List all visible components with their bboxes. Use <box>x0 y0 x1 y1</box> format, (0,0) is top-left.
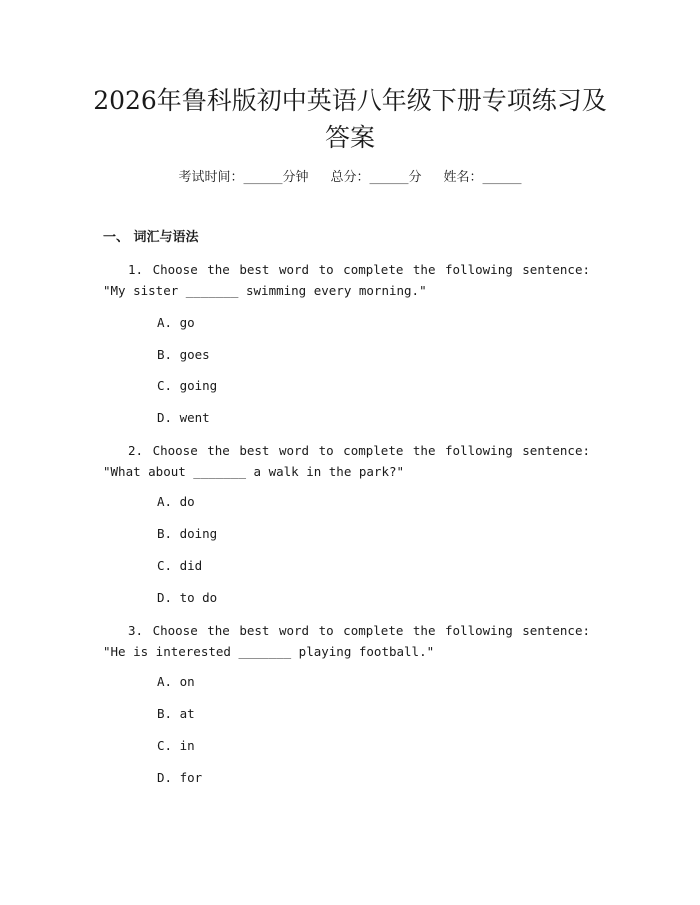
question-3-option-b: B. at <box>157 706 195 721</box>
question-3-option-a: A. on <box>157 674 195 689</box>
question-1: 1. Choose the best word to complete the following sentence: "My sister _______ swimming every morning." <box>103 262 590 298</box>
question-2-option-d: D. to do <box>157 590 218 605</box>
student-name-blank: ______ <box>482 170 522 185</box>
question-1-option-d: D. went <box>157 410 210 425</box>
exam-time-label: 考试时间： <box>178 170 244 185</box>
total-score-unit: 分 <box>408 170 422 185</box>
exam-time-blank: ______ <box>243 170 283 185</box>
student-name-label: 姓名： <box>443 170 483 185</box>
question-2: 2. Choose the best word to complete the following sentence: "What about _______ a walk in the park?" <box>103 443 590 479</box>
total-score-label: 总分： <box>330 170 370 185</box>
question-2-option-a: A. do <box>157 494 195 509</box>
question-3-option-d: D. for <box>157 770 203 785</box>
document-title: 2026年鲁科版初中英语八年级下册专项练习及答案 <box>93 86 607 152</box>
question-1-option-c: C. going <box>157 378 218 393</box>
question-2-option-b: B. doing <box>157 526 218 541</box>
question-1-option-a: A. go <box>157 315 195 330</box>
question-2-option-c: C. did <box>157 558 203 573</box>
question-3-option-c: C. in <box>157 738 195 753</box>
exam-time-unit: 分钟 <box>282 170 309 185</box>
total-score-blank: ______ <box>369 170 409 185</box>
exam-info-line <box>0 168 700 188</box>
question-1-option-b: B. goes <box>157 347 210 362</box>
question-3: 3. Choose the best word to complete the following sentence: "He is interested _______ playing football." <box>103 623 590 659</box>
section-heading: 一、 词汇与语法 <box>103 230 199 245</box>
